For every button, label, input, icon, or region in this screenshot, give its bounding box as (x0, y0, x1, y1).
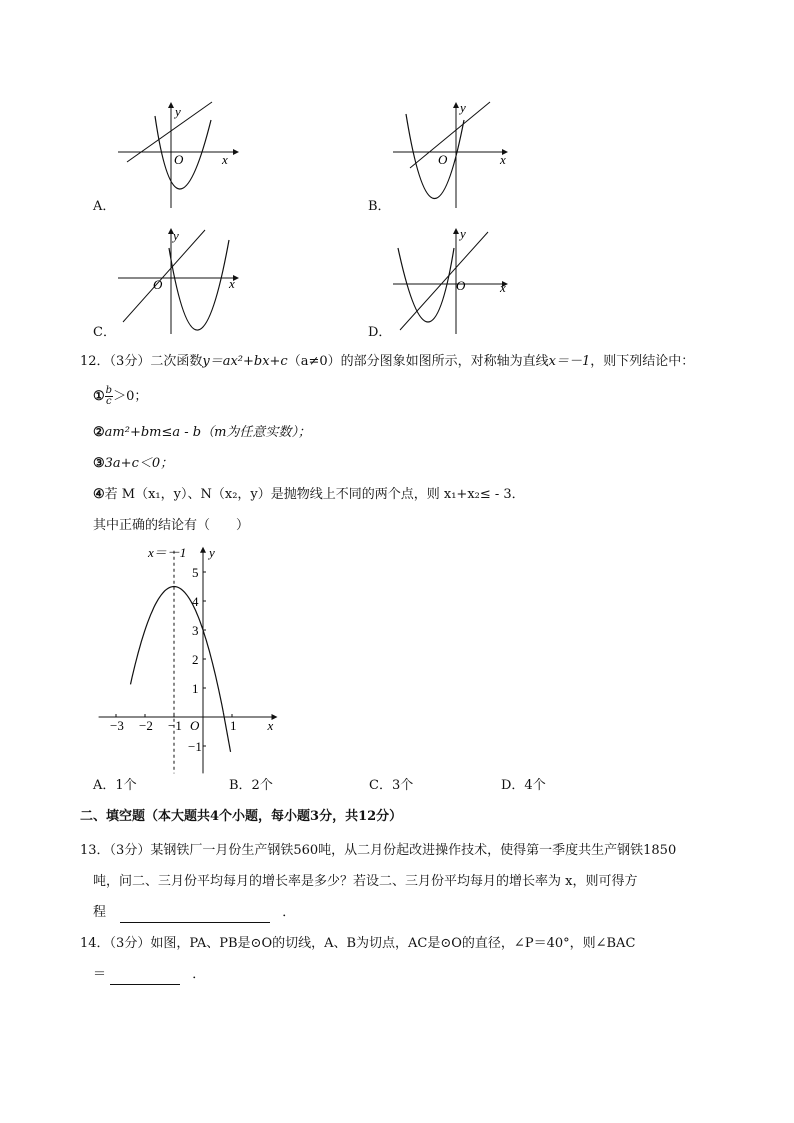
origin-label: O (190, 718, 200, 733)
axis-label-x: x (229, 276, 235, 291)
option-c-graph (115, 226, 245, 336)
axis-label-y: y (460, 100, 466, 115)
q14-line-2: ＝ ． (93, 966, 205, 985)
parabola-curve (131, 587, 224, 713)
x-tick-label: −3 (110, 718, 124, 733)
q13-line-2: 吨，问二、三月份平均每月的增长率是多少？若设二、三月份平均每月的增长率为 x，则可得方 (93, 874, 638, 889)
y-tick-label: 1 (192, 681, 199, 696)
origin-label: O (438, 152, 448, 167)
y-tick-label: −1 (188, 739, 202, 754)
x-tick-label: −1 (168, 718, 182, 733)
q12-choice-d[interactable]: D．4个 (501, 778, 546, 793)
q14-line-1: 14．（3分）如图，PA、PB是⊙O的切线，A、B为切点，AC是⊙O的直径，∠P＝40°，则∠BAC (80, 936, 636, 951)
option-a-label[interactable]: A． (93, 199, 116, 214)
q12-choice-c[interactable]: C．3个 (369, 778, 414, 793)
q12-choice-b[interactable]: B．2个 (229, 778, 273, 793)
q12-statement-3: ③3a+c＜0； (93, 456, 174, 471)
y-tick-label: 3 (192, 623, 199, 638)
q12-parabola-chart (88, 540, 288, 772)
q12-ask: 其中正确的结论有（ ） (93, 518, 250, 533)
q13-line-1: 13．（3分）某钢铁厂一月份生产钢铁560吨，从二月份起改进操作技术，使得第一季度共生产钢铁1850 (80, 843, 677, 858)
section-2-heading: 二、填空题（本大题共4个小题，每小题3分，共12分） (80, 809, 403, 824)
axis-label-y: y (173, 228, 179, 243)
y-tick-label: 5 (192, 565, 199, 580)
origin-label: O (174, 152, 184, 167)
q12-choice-a[interactable]: A．1个 (93, 778, 137, 793)
y-axis-arrow (200, 547, 206, 553)
q12-statement-2: ②am²+bm≤a - b（m为任意实数）； (93, 425, 311, 440)
origin-label: O (456, 278, 466, 293)
x-tick-label: −2 (139, 718, 153, 733)
option-d-label[interactable]: D． (368, 325, 392, 340)
option-c-label[interactable]: C． (93, 325, 116, 340)
y-axis-label: y (209, 544, 215, 560)
y-tick-label: 4 (192, 594, 199, 609)
origin-label: O (153, 277, 163, 292)
y-tick-label: 2 (192, 652, 199, 667)
q12-statement-1: ① $\frac{b}{c}$ ＞0； (93, 385, 148, 407)
axis-label-x: x (500, 152, 506, 167)
q12-stem: 12．（3分）二次函数y＝ax²+bx+c（a≠0）的部分图象如图所示，对称轴为直线x＝－1，则下列结论中： (80, 354, 695, 369)
option-d-graph (390, 226, 520, 336)
q13-answer-blank[interactable] (120, 904, 270, 923)
q13-line-3: 程 ． (93, 904, 295, 923)
axis-label-x: x (222, 152, 228, 167)
q12-statement-4: ④若 M（x₁，y）、N（x₂，y）是抛物线上不同的两个点，则 x₁+x₂≤ - 3． (93, 487, 525, 502)
option-b-graph (390, 100, 515, 210)
symmetry-annotation: x＝－1 (148, 544, 187, 560)
axis-label-y: y (460, 226, 466, 241)
axis-label-x: x (500, 280, 506, 295)
q14-answer-blank[interactable] (110, 966, 180, 985)
x-tick-label: 1 (230, 718, 237, 733)
option-b-label[interactable]: B． (368, 199, 391, 214)
x-axis-label: x (267, 718, 274, 733)
axis-label-y: y (175, 104, 181, 119)
option-a-graph (115, 100, 240, 210)
